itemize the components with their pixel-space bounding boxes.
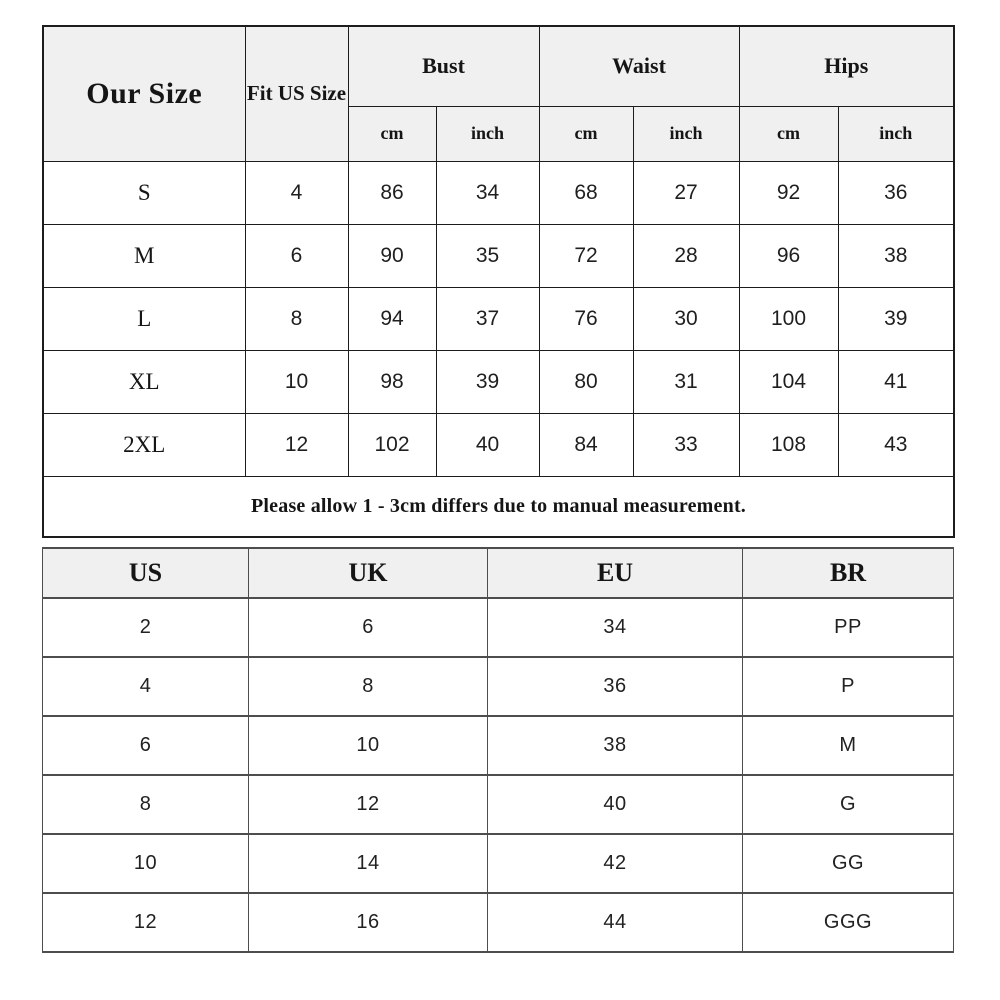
size-row-m xyxy=(43,224,954,287)
hips-cm-cell: 104 xyxy=(739,350,838,413)
waist-cm-cell: 68 xyxy=(539,161,633,224)
hips-cm-cell: 96 xyxy=(739,224,838,287)
us-cell: 10 xyxy=(43,834,249,893)
size-row-xl xyxy=(43,350,954,413)
eu-cell: 40 xyxy=(488,775,743,834)
br-cell: GG xyxy=(743,834,954,893)
waist-inch-cell: 30 xyxy=(633,287,739,350)
uk-cell: 8 xyxy=(249,657,488,716)
us-cell: 2 xyxy=(43,598,249,657)
br-cell: G xyxy=(743,775,954,834)
bust-inch-cell: 34 xyxy=(436,161,539,224)
br-cell: M xyxy=(743,716,954,775)
us-cell: 6 xyxy=(43,716,249,775)
measurement-header-row-1 xyxy=(43,26,954,106)
bust-cm-cell: 90 xyxy=(348,224,436,287)
conversion-row xyxy=(43,598,954,657)
hips-cm-cell: 92 xyxy=(739,161,838,224)
bust-inch-cell: 35 xyxy=(436,224,539,287)
measurement-note: Please allow 1 - 3cm differs due to manual measurement. xyxy=(43,476,954,537)
waist-inch-cell: 33 xyxy=(633,413,739,476)
uk-cell: 10 xyxy=(249,716,488,775)
size-row-l xyxy=(43,287,954,350)
hips-cm-header: cm xyxy=(739,106,838,161)
our-size-header: Our Size xyxy=(43,26,245,161)
uk-cell: 6 xyxy=(249,598,488,657)
waist-inch-cell: 28 xyxy=(633,224,739,287)
us-cell: 12 xyxy=(43,893,249,952)
hips-inch-cell: 41 xyxy=(838,350,954,413)
fit-us-cell: 8 xyxy=(245,287,348,350)
bust-cm-cell: 102 xyxy=(348,413,436,476)
uk-header: UK xyxy=(249,548,488,598)
our-size-cell: L xyxy=(43,287,245,350)
conversion-row xyxy=(43,775,954,834)
hips-cm-cell: 108 xyxy=(739,413,838,476)
hips-inch-cell: 36 xyxy=(838,161,954,224)
bust-inch-header: inch xyxy=(436,106,539,161)
uk-cell: 14 xyxy=(249,834,488,893)
bust-cm-cell: 94 xyxy=(348,287,436,350)
our-size-cell: 2XL xyxy=(43,413,245,476)
waist-cm-cell: 84 xyxy=(539,413,633,476)
waist-cm-cell: 76 xyxy=(539,287,633,350)
br-header: BR xyxy=(743,548,954,598)
hips-inch-cell: 43 xyxy=(838,413,954,476)
bust-cm-header: cm xyxy=(348,106,436,161)
conversion-row xyxy=(43,716,954,775)
fit-us-cell: 12 xyxy=(245,413,348,476)
waist-inch-header: inch xyxy=(633,106,739,161)
eu-cell: 34 xyxy=(488,598,743,657)
conversion-row xyxy=(43,657,954,716)
measurement-note-row xyxy=(43,476,954,537)
eu-cell: 36 xyxy=(488,657,743,716)
fit-us-size-header: Fit US Size xyxy=(245,26,348,161)
eu-cell: 44 xyxy=(488,893,743,952)
us-cell: 4 xyxy=(43,657,249,716)
br-cell: P xyxy=(743,657,954,716)
size-row-2xl xyxy=(43,413,954,476)
eu-cell: 42 xyxy=(488,834,743,893)
eu-cell: 38 xyxy=(488,716,743,775)
waist-inch-cell: 27 xyxy=(633,161,739,224)
our-size-cell: M xyxy=(43,224,245,287)
measurement-table xyxy=(42,25,955,538)
conversion-table xyxy=(42,547,954,953)
our-size-cell: S xyxy=(43,161,245,224)
our-size-cell: XL xyxy=(43,350,245,413)
us-header: US xyxy=(43,548,249,598)
waist-cm-cell: 72 xyxy=(539,224,633,287)
br-cell: GGG xyxy=(743,893,954,952)
uk-cell: 12 xyxy=(249,775,488,834)
bust-inch-cell: 40 xyxy=(436,413,539,476)
eu-header: EU xyxy=(488,548,743,598)
fit-us-cell: 6 xyxy=(245,224,348,287)
br-cell: PP xyxy=(743,598,954,657)
fit-us-cell: 10 xyxy=(245,350,348,413)
uk-cell: 16 xyxy=(249,893,488,952)
bust-cm-cell: 98 xyxy=(348,350,436,413)
conversion-row xyxy=(43,893,954,952)
bust-group-header: Bust xyxy=(348,26,539,106)
us-cell: 8 xyxy=(43,775,249,834)
waist-cm-header: cm xyxy=(539,106,633,161)
bust-inch-cell: 39 xyxy=(436,350,539,413)
bust-inch-cell: 37 xyxy=(436,287,539,350)
hips-inch-header: inch xyxy=(838,106,954,161)
hips-group-header: Hips xyxy=(739,26,954,106)
conversion-row xyxy=(43,834,954,893)
conversion-header-row xyxy=(43,548,954,598)
bust-cm-cell: 86 xyxy=(348,161,436,224)
fit-us-cell: 4 xyxy=(245,161,348,224)
waist-cm-cell: 80 xyxy=(539,350,633,413)
hips-inch-cell: 39 xyxy=(838,287,954,350)
waist-group-header: Waist xyxy=(539,26,739,106)
hips-inch-cell: 38 xyxy=(838,224,954,287)
waist-inch-cell: 31 xyxy=(633,350,739,413)
size-row-s xyxy=(43,161,954,224)
hips-cm-cell: 100 xyxy=(739,287,838,350)
